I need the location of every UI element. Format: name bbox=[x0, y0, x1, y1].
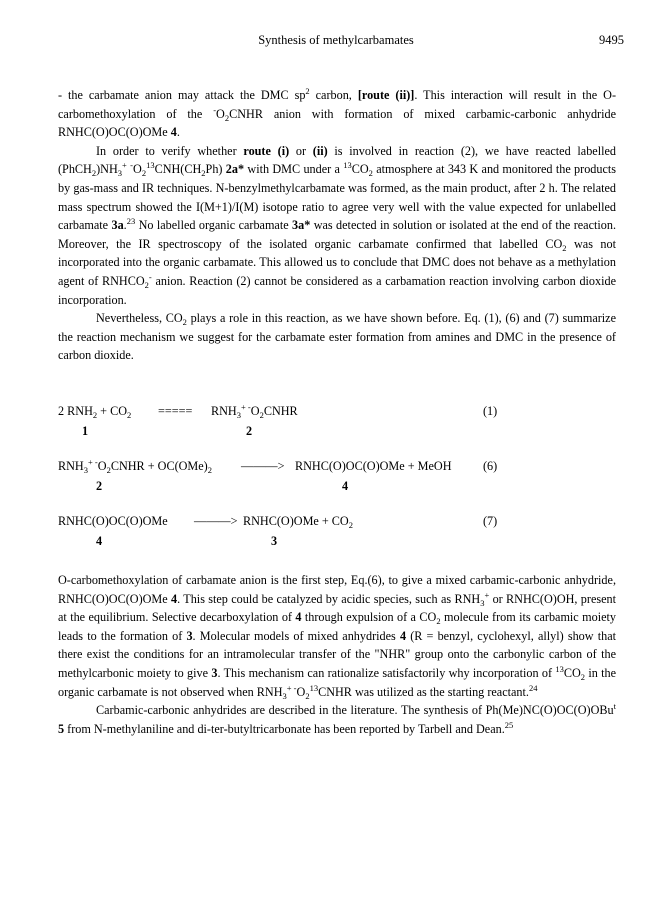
equation-7-number: (7) bbox=[483, 514, 498, 528]
page-number: 9495 bbox=[599, 33, 624, 47]
compound-label: 2 bbox=[96, 479, 103, 493]
equation-7-rhs: RNHC(O)OMe + $CO_2$ bbox=[243, 514, 353, 530]
running-title: Synthesis of methylcarbamates bbox=[258, 33, 414, 47]
page-header bbox=[0, 33, 672, 49]
equation-6-rhs: RNHC(O)OC(O)OMe + MeOH bbox=[295, 459, 452, 473]
body-text-continued bbox=[58, 571, 616, 738]
reaction-arrow: ———> bbox=[241, 459, 285, 473]
compound-label: 4 bbox=[96, 534, 103, 548]
paragraph-4: O-carbomethoxylation of carbamate anion is the first step, Eq.(6), to give a mixed carbamic-carbonic anhydride, RNHC(O)OC(O)OMe 4. This step could be catalyzed by acidic species, such as $RNH_3^+$ or RNHC(O)OH, present at the equilibrium. Selective decarboxylation of 4 through expulsion of a $CO_2$ molecule from its carbamic moiety leads to the formation of 3. Molecular models of mixed anhydrides 4 (R = benzyl, cyclohexyl, allyl) show that there exist the conditions for an intramolecular transfer of the "NHR" group onto the carbonylic carbon of the methylcarbonic moiety to give 3. This mechanism can rationalize satisfactorily why incorporation of $^{13}CO_2$ in the organic carbamate is not observed when $RNH_3^+$ $^-O_2^{13}CNHR$ was utilized as the starting reactant.$^{24}$ bbox=[58, 573, 617, 701]
compound-label: 3 bbox=[271, 534, 278, 548]
reaction-arrow: ———> bbox=[194, 514, 238, 528]
body-text bbox=[58, 86, 616, 365]
equation-1-lhs: 2 $RNH_2 + CO_2$ bbox=[58, 404, 132, 420]
paragraph-2: In order to verify whether route (i) or (ii) is involved in reaction (2), we have reacted labelled $(PhCH_2)NH_3^+$ $^-O_2^{13}CNH(CH_2Ph)$ 2a* with DMC under a $^{13}CO_2$ atmosphere at 343 K and monitored the products by gas-mass and IR techniques. N-benzylmethylcarbamate was formed, as the main product, after 2 h. The related mass spectrum showed the I(M+1)/I(M) isotope ratio to agree very well with the value expected for unlabelled carbamate 3a.$^{23}$ No labelled organic carbamate 3a* was detected in solution or isolated at the end of the reaction. Moreover, the IR spectroscopy of the isolated organic carbamate confirmed that labelled $CO_2$ was not incorporated into the organic carbamate. This allowed us to conclude that DMC does not behave as a methylation agent of $RNHCO_2^-$ anion. Reaction (2) cannot be considered as a carbamation reaction involving carbon dioxide incorporation. bbox=[58, 143, 617, 307]
equation-7-lhs: RNHC(O)OC(O)OMe bbox=[58, 514, 168, 528]
compound-label: 4 bbox=[342, 479, 349, 493]
equation-1-number: (1) bbox=[483, 404, 498, 418]
equation-6-number: (6) bbox=[483, 459, 498, 473]
compound-label: 2 bbox=[246, 424, 253, 438]
equation-6-lhs: $RNH_3^+$ $^-O_2CNHR + OC(OMe)_2$ bbox=[58, 457, 212, 475]
equation-1-rhs: $RNH_3^+$ $^-O_2CNHR$ bbox=[211, 402, 298, 420]
paragraph-5: Carbamic-carbonic anhydrides are described in the literature. The synthesis of Ph(Me)NC(O)OC(O)OBu$^t$ 5 from N-methylaniline and di-ter-butyltricarbonate has been reported by Tarbell and Dean.$^{25}$ bbox=[58, 701, 616, 736]
paragraph-3: Nevertheless, $CO_2$ plays a role in this reaction, as we have shown before. Eq. (1), (6) and (7) summarize the reaction mechanism we suggest for the carbamate ester formation from amines and DMC in the presence of carbon dioxide. bbox=[58, 311, 616, 363]
equilibrium-arrow: ===== bbox=[158, 404, 193, 418]
paragraph-1: - the carbamate anion may attack the DMC $sp^2$ carbon, [route (ii)]. This interaction will result in the O-carbomethoxylation of the $^-O_2CNHR$ anion with formation of mixed carbamic-carbonic anhydride RNHC(O)OC(O)OMe 4. bbox=[58, 86, 616, 140]
compound-label: 1 bbox=[82, 424, 89, 438]
